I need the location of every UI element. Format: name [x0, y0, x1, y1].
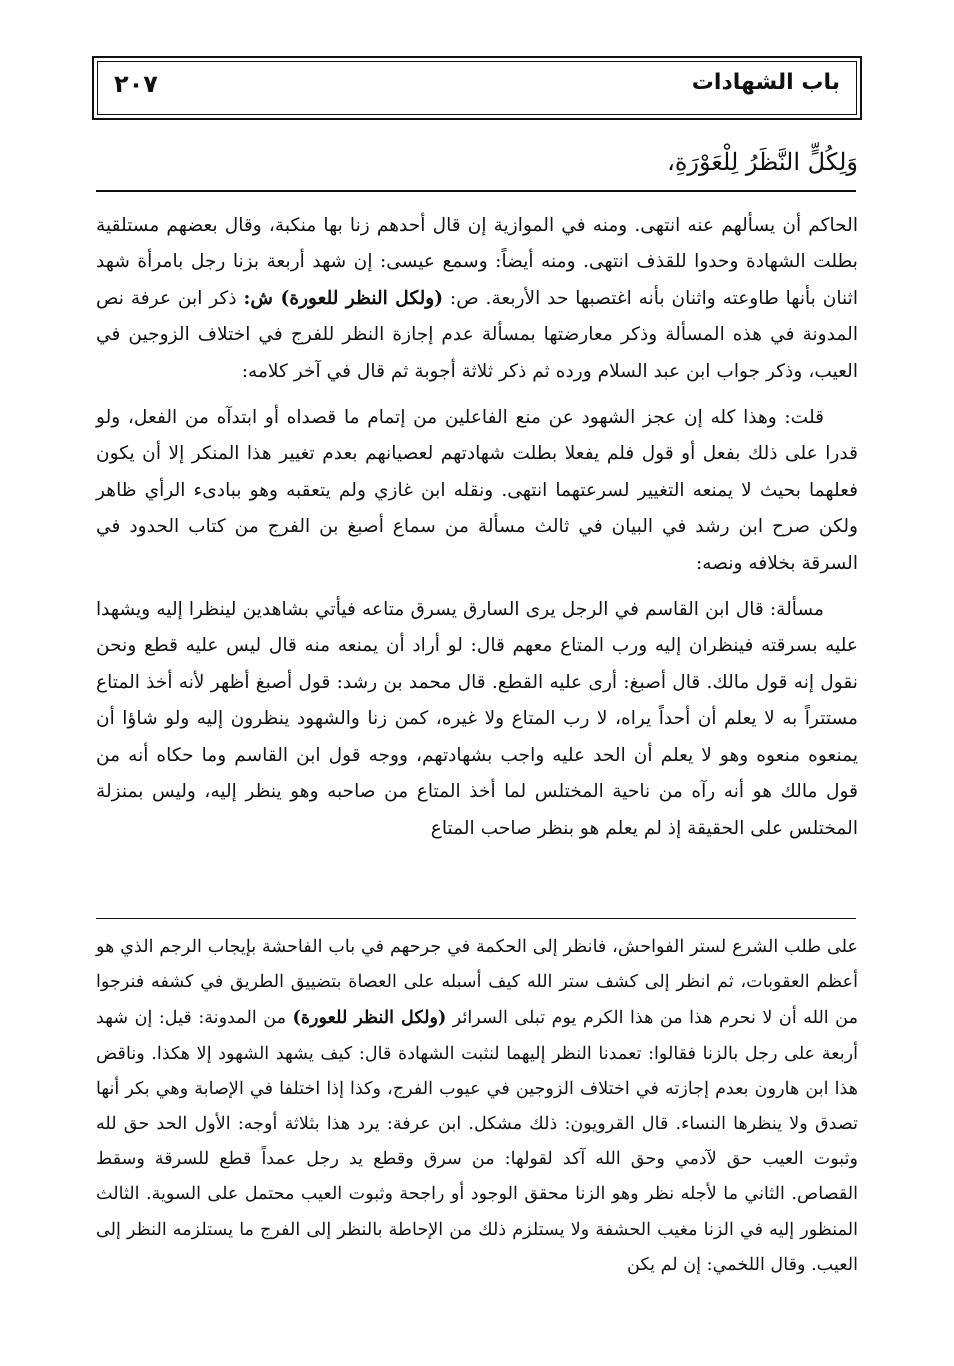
- footnote-text: على طلب الشرع لستر الفواحش، فانظر إلى الحكمة في جرحهم في باب الفاحشة بإيجاب الرجم الذي هو أعظم العقوبات، ثم انظر إلى كشف ستر الله كيف أسبله على العصاة بتضييق الطريق في كشفه فنرجوا من الله أن لا نحرم هذا من هذا الكرم يوم تبلى السرائر: [96, 937, 858, 1029]
- footnote-body: [96, 930, 858, 1283]
- chapter-title: باب الشهادات: [691, 70, 840, 95]
- commentary-body: [96, 208, 858, 857]
- paragraph-text: ذكر ابن عرفة نص المدونة في هذه المسألة وذكر معارضتها بمسألة عدم إجازة النظر للفرج في اختلاف الزوجين في العيب، وذكر جواب ابن عبد السلام ورده ثم ذكر ثلاثة أجوبة ثم قال في آخر كلامه:: [96, 287, 858, 382]
- footnote-matn-quote: (ولكل النظر للعورة): [292, 1007, 447, 1029]
- paragraph-text: الحاكم أن يسألهم عنه انتهى. ومنه في الموازية إن قال أحدهم زنا بها منكبة، وقال بعضهم مستلقية بطلت الشهادة وحدوا للقذف انتهى. ومنه أيضاً: وسمع عيسى: إن شهد أربعة بزنا رجل بامرأة شهد اثنان بأنها طاوعته واثنان بأنه اغتصبها حد الأربعة. ص:: [96, 215, 858, 309]
- footnote-divider: [96, 918, 856, 919]
- footnote-text: من المدونة: قيل: إن شهد أربعة على رجل بالزنا فقالوا: تعمدنا النظر إليهما لنثبت الشهادة قال: كيف يشهد الشهود إلا هكذا. وناقض هذا ابن هارون بعدم إجازته في اختلاف الزوجين في عيوب الفرج، وكذا إذا اختلفا في الإصابة وهي بكر أنها تصدق ولا ينظرها النساء. قال القرويون: ذلك مشكل. ابن عرفة: يرد هذا بثلاثة أوجه: الأول الحد حق لله وثبوت العيب حق لآدمي وحق الله آكد لقولها: من سرق وقطع يد رجل عمداً قطع للسرقة وسقط القصاص. الثاني ما لأجله نظر وهو الزنا محقق الوجود أو راجحة وثبوت العيب محتمل على السوية. الثالث المنظور إليه في الزنا مغيب الحشفة ولا يستلزم ذلك من الإحاطة بالنظر إلى الفرج ما يستلزمه النظر إلى العيب. وقال اللخمي: إن لم يكن: [96, 1008, 858, 1275]
- commentary-paragraph-3: مسألة: قال ابن القاسم في الرجل يرى السارق يسرق متاعه فيأتي بشاهدين لينظرا إليه ويشهدا عليه بسرقته فينظران إليه ورب المتاع معهم قال: لو أراد أن يمنعه منه قال ليس عليه قطع ونحن نقول إنه قول مالك. قال أصبغ: أرى عليه القطع. قال محمد بن رشد: قول أصبغ أظهر لأنه أخذ المتاع مستتراً به لا يعلم أن أحداً يراه، لا رب المتاع ولا غيره، كمن زنا والشهود ينظرون إليه ولو شاؤا أن يمنعوه منعوه وهو لا يعلم أن الحد عليه واجب بشهادتهم، ووجه قول ابن القاسم وما حكاه أنه من قول مالك هو أنه رآه من ناحية المختلس لما أخذ المتاع من صاحبه وهو ينظر إليه، وليس بمنزلة المختلس على الحقيقة إذ لم يعلم هو بنظر صاحب المتاع: [96, 599, 858, 839]
- matn-quote: (ولكل النظر للعورة) ش:: [243, 287, 444, 309]
- commentary-paragraph-2: قلت: وهذا كله إن عجز الشهود عن منع الفاعلين من إتمام ما قصداه أو ابتدآه من الفعل، ولو قدرا على ذلك بفعل أو قول فلم يفعلا بطلت شهادتهم لعصيانهم بعدم تغيير هذا المنكر إلا أن يكون فعلهما بحيث لا يمنعه التغيير لسرعتهما انتهى. ونقله ابن غازي ولم يتعقبه وهو ببادىء الرأي ظاهر ولكن صرح ابن رشد في البيان في ثالث مسألة من سماع أصبغ بن الفرج من كتاب الحدود في السرقة بخلافه ونصه:: [96, 407, 858, 574]
- page-number: ٢٠٧: [114, 70, 158, 98]
- top-divider: [96, 190, 856, 192]
- page-header: [92, 56, 862, 120]
- footnote-paragraph: [96, 930, 858, 1283]
- matn-verse: وَلِكُلٍّ النَّظَرُ لِلْعَوْرَةِ،: [667, 148, 858, 176]
- commentary-paragraph-1: [96, 208, 858, 390]
